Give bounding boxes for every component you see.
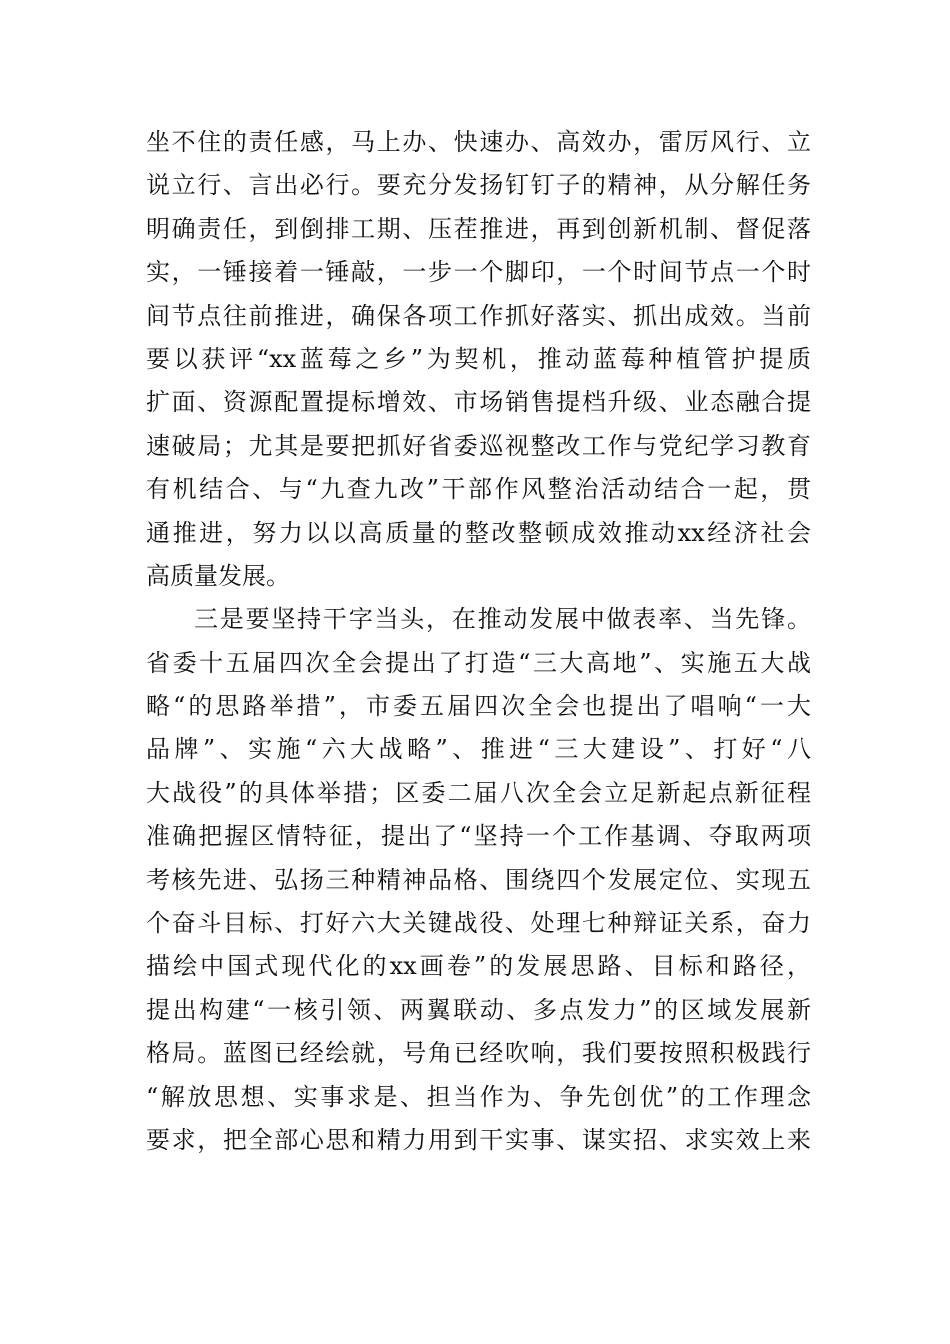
text-line: 大战役”的具体举措；区委二届八次全会立足新起点新征程 (146, 778, 811, 807)
text-line: 提出构建“一核引领、两翼联动、多点发力”的区域发展新 (146, 995, 811, 1024)
text-line: 个奋斗目标、打好六大关键战役、处理七种辩证关系，奋力 (146, 909, 811, 938)
text-line: 省委十五届四次全会提出了打造“三大高地”、实施五大战 (146, 648, 811, 677)
text-line: 明确责任，到倒排工期、压茬推进，再到创新机制、督促落 (146, 214, 811, 243)
text-line: 三是要坚持干字当头，在推动发展中做表率、当先锋。 (194, 605, 811, 634)
text-line: 要以获评“xx蓝莓之乡”为契机，推动蓝莓种植管护提质 (146, 344, 811, 373)
text-line: 品牌”、实施“六大战略”、推进“三大建设”、打好“八 (146, 735, 811, 764)
paragraph-2 (146, 598, 811, 1162)
text-line: 坐不住的责任感，马上办、快速办、高效办，雷厉风行、立 (146, 128, 811, 156)
text-line: 高质量发展。 (146, 561, 290, 590)
text-line: 描绘中国式现代化的xx画卷”的发展思路、目标和路径， (146, 952, 811, 981)
text-line: 有机结合、与“九查九改”干部作风整治活动结合一起，贯 (146, 475, 811, 504)
text-line: 实，一锤接着一锤敲，一步一个脚印，一个时间节点一个时 (146, 258, 811, 287)
text-line: 说立行、言出必行。要充分发扬钉钉子的精神，从分解任务 (146, 171, 811, 200)
text-line: 要求，把全部心思和精力用到干实事、谋实招、求实效上来 (146, 1125, 811, 1154)
paragraph-1 (146, 121, 811, 598)
text-line: 间节点往前推进，确保各项工作抓好落实、抓出成效。当前 (146, 301, 811, 330)
document-body (146, 121, 811, 1162)
text-line: 格局。蓝图已经绘就，号角已经吹响，我们要按照积极践行 (146, 1039, 811, 1068)
text-line: 考核先进、弘扬三种精神品格、围绕四个发展定位、实现五 (146, 865, 811, 894)
text-line: 速破局；尤其是要把抓好省委巡视整改工作与党纪学习教育 (146, 431, 811, 460)
text-line: 扩面、资源配置提标增效、市场销售提档升级、业态融合提 (146, 388, 811, 417)
text-line: “解放思想、实事求是、担当作为、争先创优”的工作理念 (146, 1082, 811, 1111)
text-line: 准确把握区情特征，提出了“坚持一个工作基调、夺取两项 (146, 822, 811, 851)
text-line: 通推进，努力以以高质量的整改整顿成效推动xx经济社会 (146, 518, 811, 547)
text-line: 略“的思路举措”，市委五届四次全会也提出了唱响“一大 (146, 692, 811, 721)
